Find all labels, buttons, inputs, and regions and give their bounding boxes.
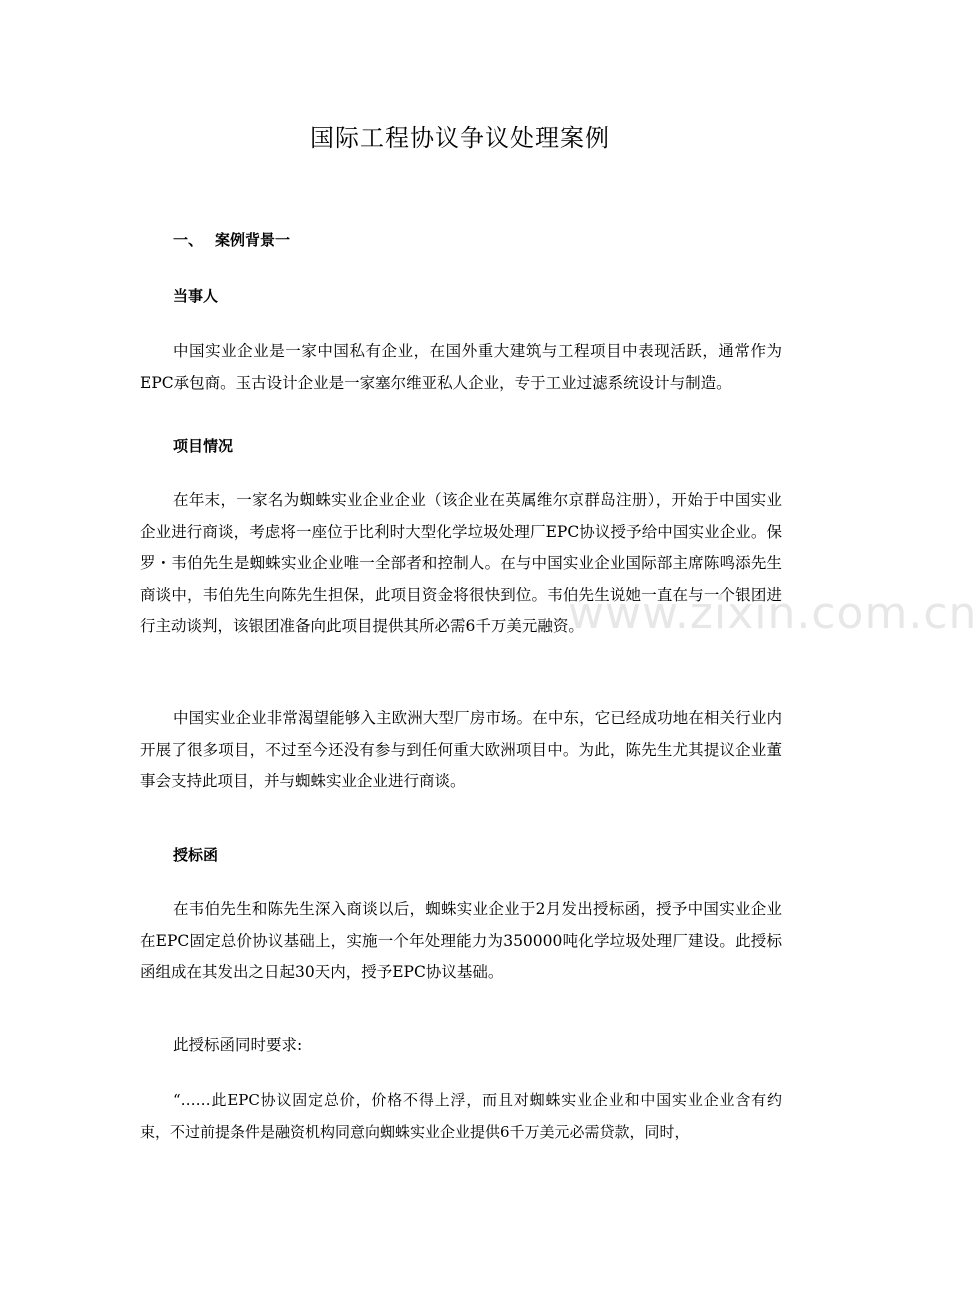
document-title: 国际工程协议争议处理案例 (310, 124, 610, 152)
project-heading: 项目情况 (173, 437, 234, 455)
award-quote: “……此EPC协议固定总价，价格不得上浮，而且对蜘蛛实业企业和中国实业企业含有约束，不过前提条件是融资机构同意向蜘蛛实业企业提供6千万美元必需贷款，同时， (140, 1091, 782, 1141)
award-paragraph-2: 此授标函同时要求: (173, 1036, 303, 1054)
section-number: 一、 (173, 231, 204, 249)
award-heading: 授标函 (173, 846, 219, 864)
parties-paragraph: 中国实业企业是一家中国私有企业，在国外重大建筑与工程项目中表现活跃，通常作为EPC承包商。玉古设计企业是一家塞尔维亚私人企业，专于工业过滤系统设计与制造。 (140, 342, 782, 392)
project-paragraph-2: 中国实业企业非常渴望能够入主欧洲大型厂房市场。在中东，它已经成功地在相关行业内开展了很多项目，不过至今还没有参与到任何重大欧洲项目中。为此，陈先生尤其提议企业董事会支持此项目，并与蜘蛛实业企业进行商谈。 (140, 709, 782, 790)
section-heading-1 (173, 228, 290, 252)
section-label: 案例背景一 (215, 231, 291, 249)
project-paragraph-1: 在年末，一家名为蜘蛛实业企业企业（该企业在英属维尔京群岛注册），开始于中国实业企业进行商谈，考虑将一座位于比利时大型化学垃圾处理厂EPC协议授予给中国实业企业。保罗・韦伯先生是蜘蛛实业企业唯一全部者和控制人。在与中国实业企业国际部主席陈鸣添先生商谈中，韦伯先生向陈先生担保，此项目资金将很快到位。韦伯先生说她一直在与一个银团进行主动谈判，该银团准备向此项目提供其所必需6千万美元融资。 (140, 491, 782, 635)
watermark: www.zixin.com.cn (568, 588, 977, 639)
parties-heading: 当事人 (173, 287, 219, 305)
award-paragraph-1: 在韦伯先生和陈先生深入商谈以后，蜘蛛实业企业于2月发出授标函，授予中国实业企业在EPC固定总价协议基础上，实施一个年处理能力为350000吨化学垃圾处理厂建设。此授标函组成在其发出之日起30天内，授予EPC协议基础。 (140, 900, 782, 981)
